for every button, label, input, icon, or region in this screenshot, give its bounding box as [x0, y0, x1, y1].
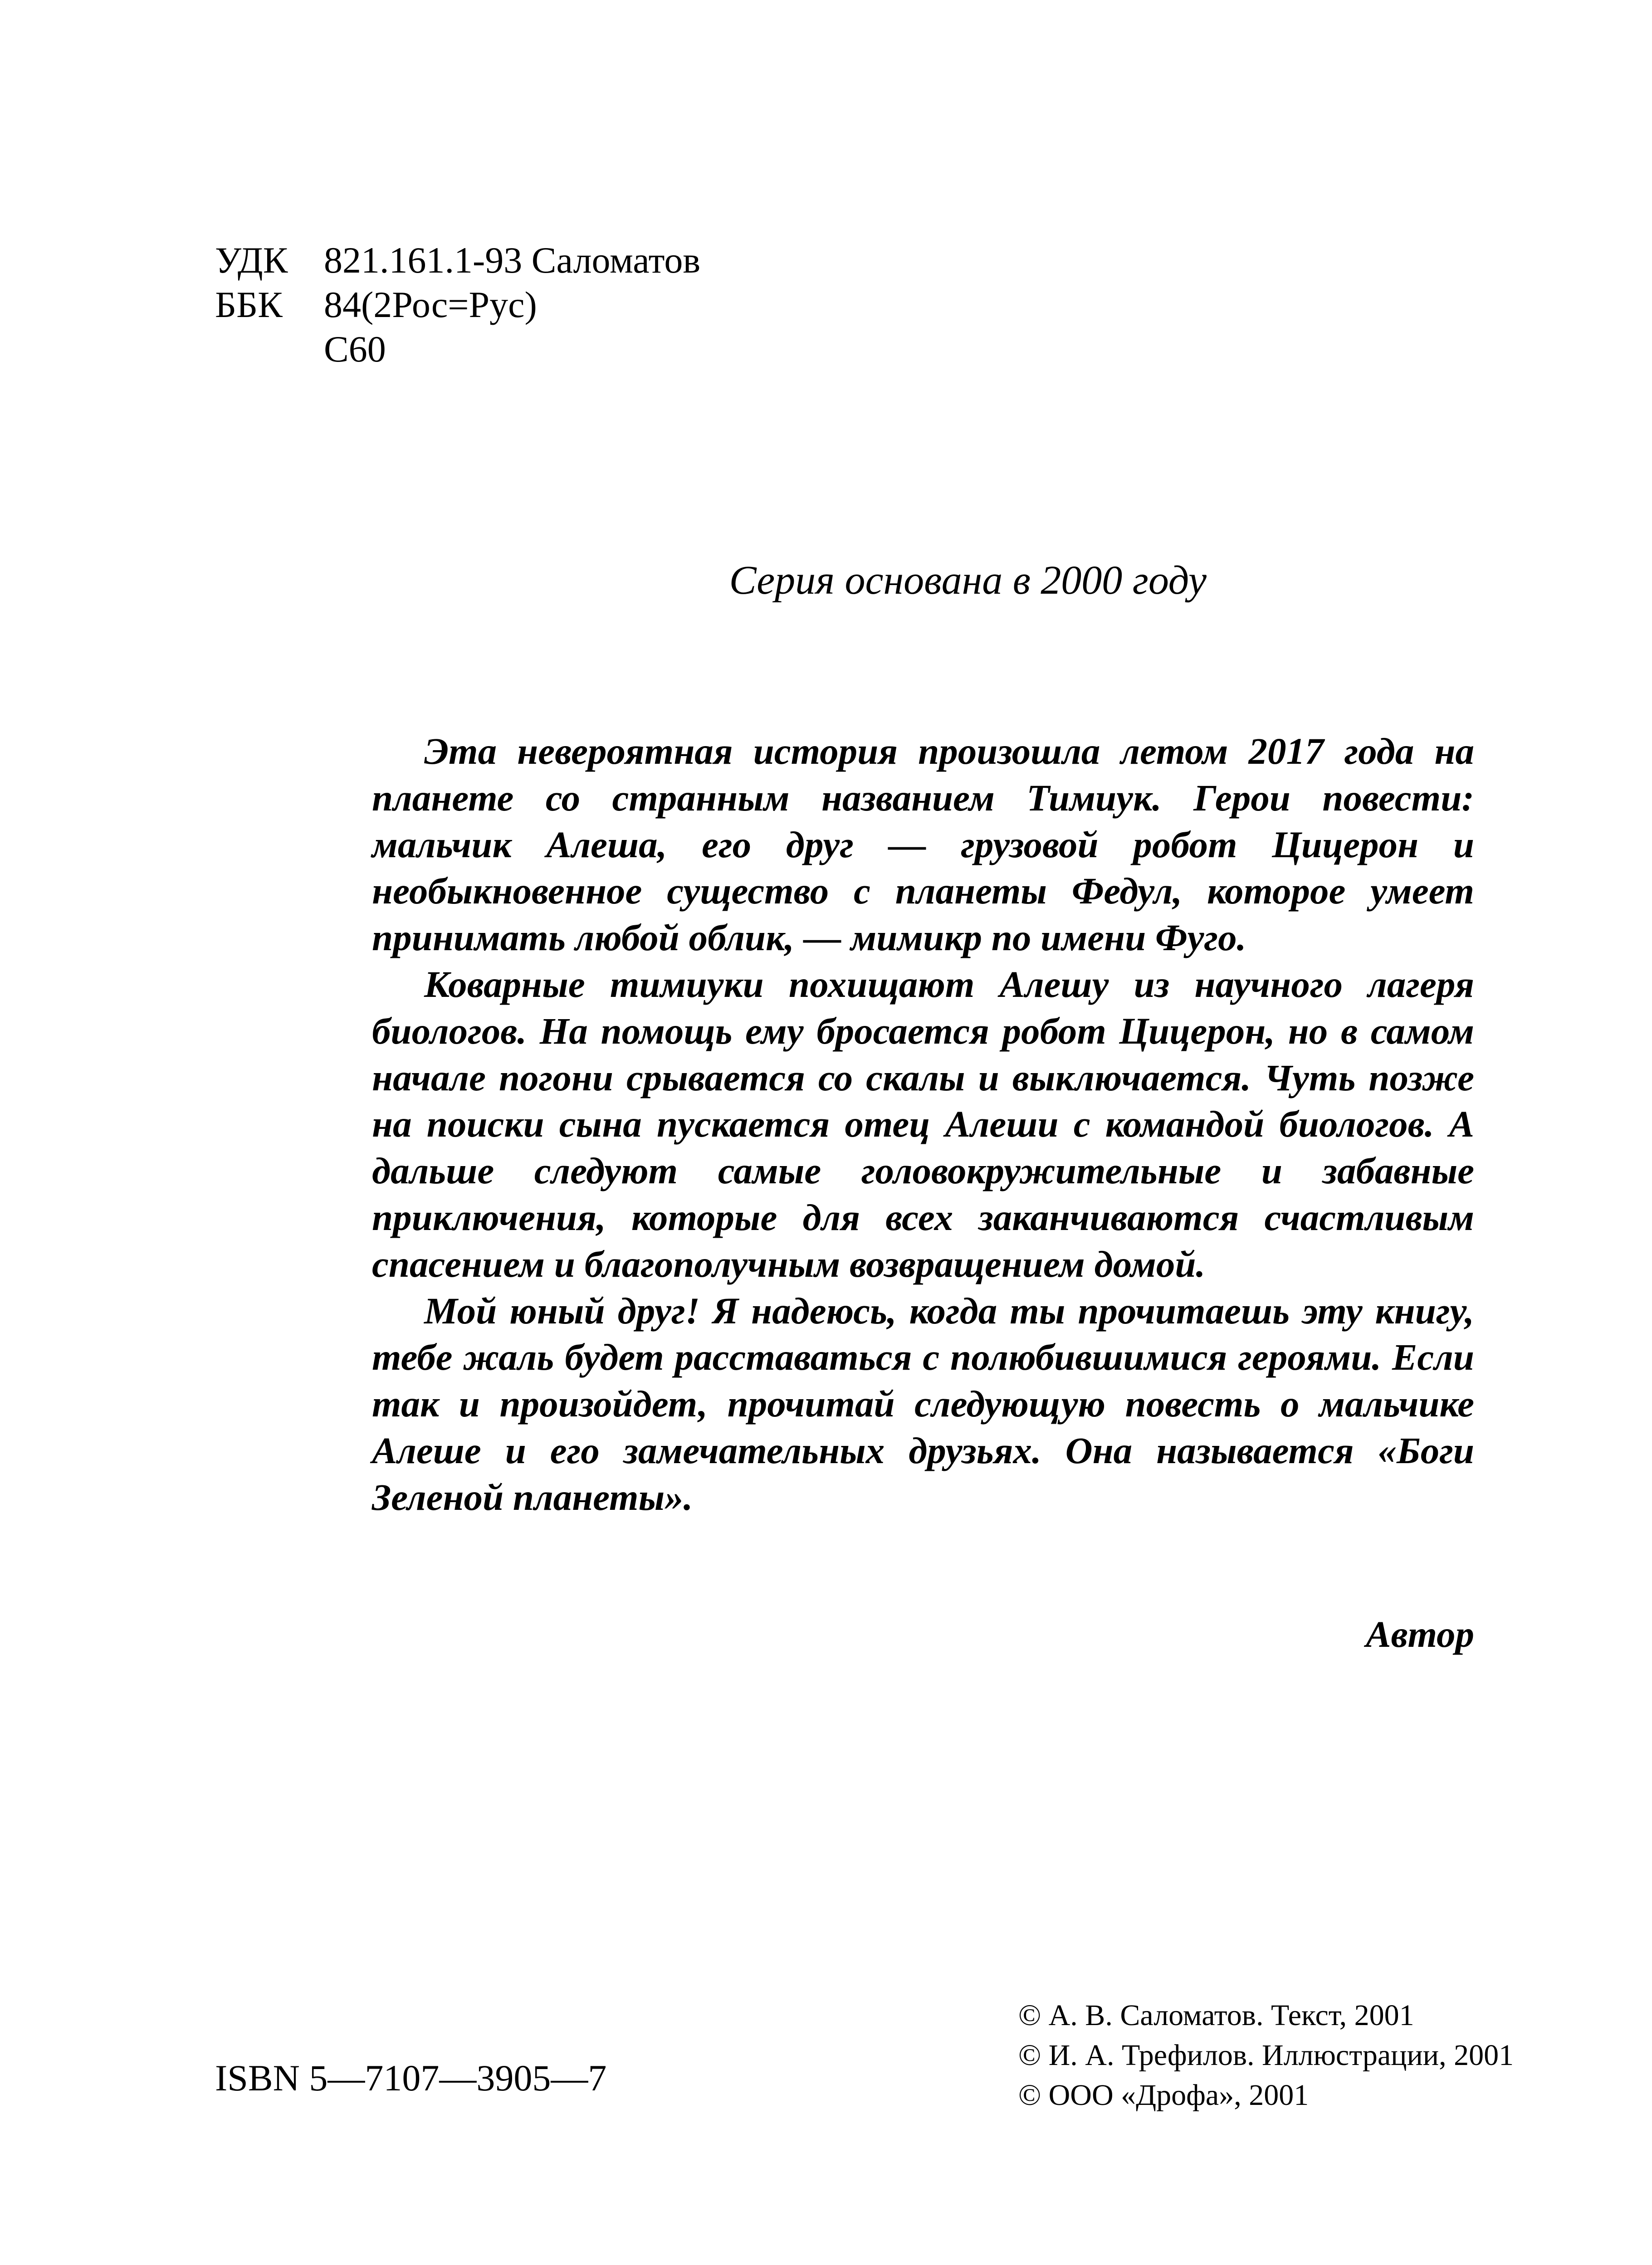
author-signature: Автор [1366, 1613, 1474, 1655]
bbk-label: ББК [215, 284, 283, 325]
copyright-line: © ООО «Дрофа», 2001 [1018, 2079, 1309, 2112]
series-note: Серия основана в 2000 году [729, 558, 1207, 603]
abstract [372, 728, 1474, 1521]
author-mark-row [215, 327, 700, 371]
udk-value: 821.161.1-93 Саломатов [324, 239, 701, 281]
abstract-paragraph: Коварные тимиуки похищают Алешу из научного лагеря биологов. На помощь ему бросается робот Цицерон, но в самом начале погони срывается со скалы и выключается. Чуть позже на поиски сына пускается отец Алеши с командой биологов. А дальше следуют самые головокружительные и забавные приключения, которые для всех заканчиваются счастливым спасением и благополучным возвращением домой. [372, 963, 1474, 1285]
bbk-row [215, 283, 700, 327]
isbn: ISBN 5—7107—3905—7 [215, 2057, 607, 2099]
classification-block [215, 238, 700, 371]
copyright-block [1018, 1996, 1514, 2115]
udk-label: УДК [215, 239, 288, 281]
bbk-value: 84(2Рос=Рус) [324, 284, 537, 325]
copyright-line: © И. А. Трефилов. Иллюстрации, 2001 [1018, 2039, 1514, 2072]
author-mark: С60 [324, 328, 386, 370]
abstract-paragraph: Мой юный друг! Я надеюсь, когда ты прочитаешь эту книгу, тебе жаль будет расставаться с полюбившимися героями. Если так и произойдет, прочитай следующую повесть о мальчике Алеше и его замечательных друзьях. Она называется «Боги Зеленой планеты». [372, 1289, 1474, 1518]
udk-row [215, 238, 700, 283]
copyright-line: © А. В. Саломатов. Текст, 2001 [1018, 1999, 1414, 2032]
abstract-paragraph: Эта невероятная история произошла летом 2017 года на планете со странным названием Тимиук. Герои повести: мальчик Алеша, его друг — грузовой робот Цицерон и необыкновенное существо с планеты Федул, которое умеет принимать любой облик, — мимикр по имени Фуго. [372, 730, 1474, 959]
